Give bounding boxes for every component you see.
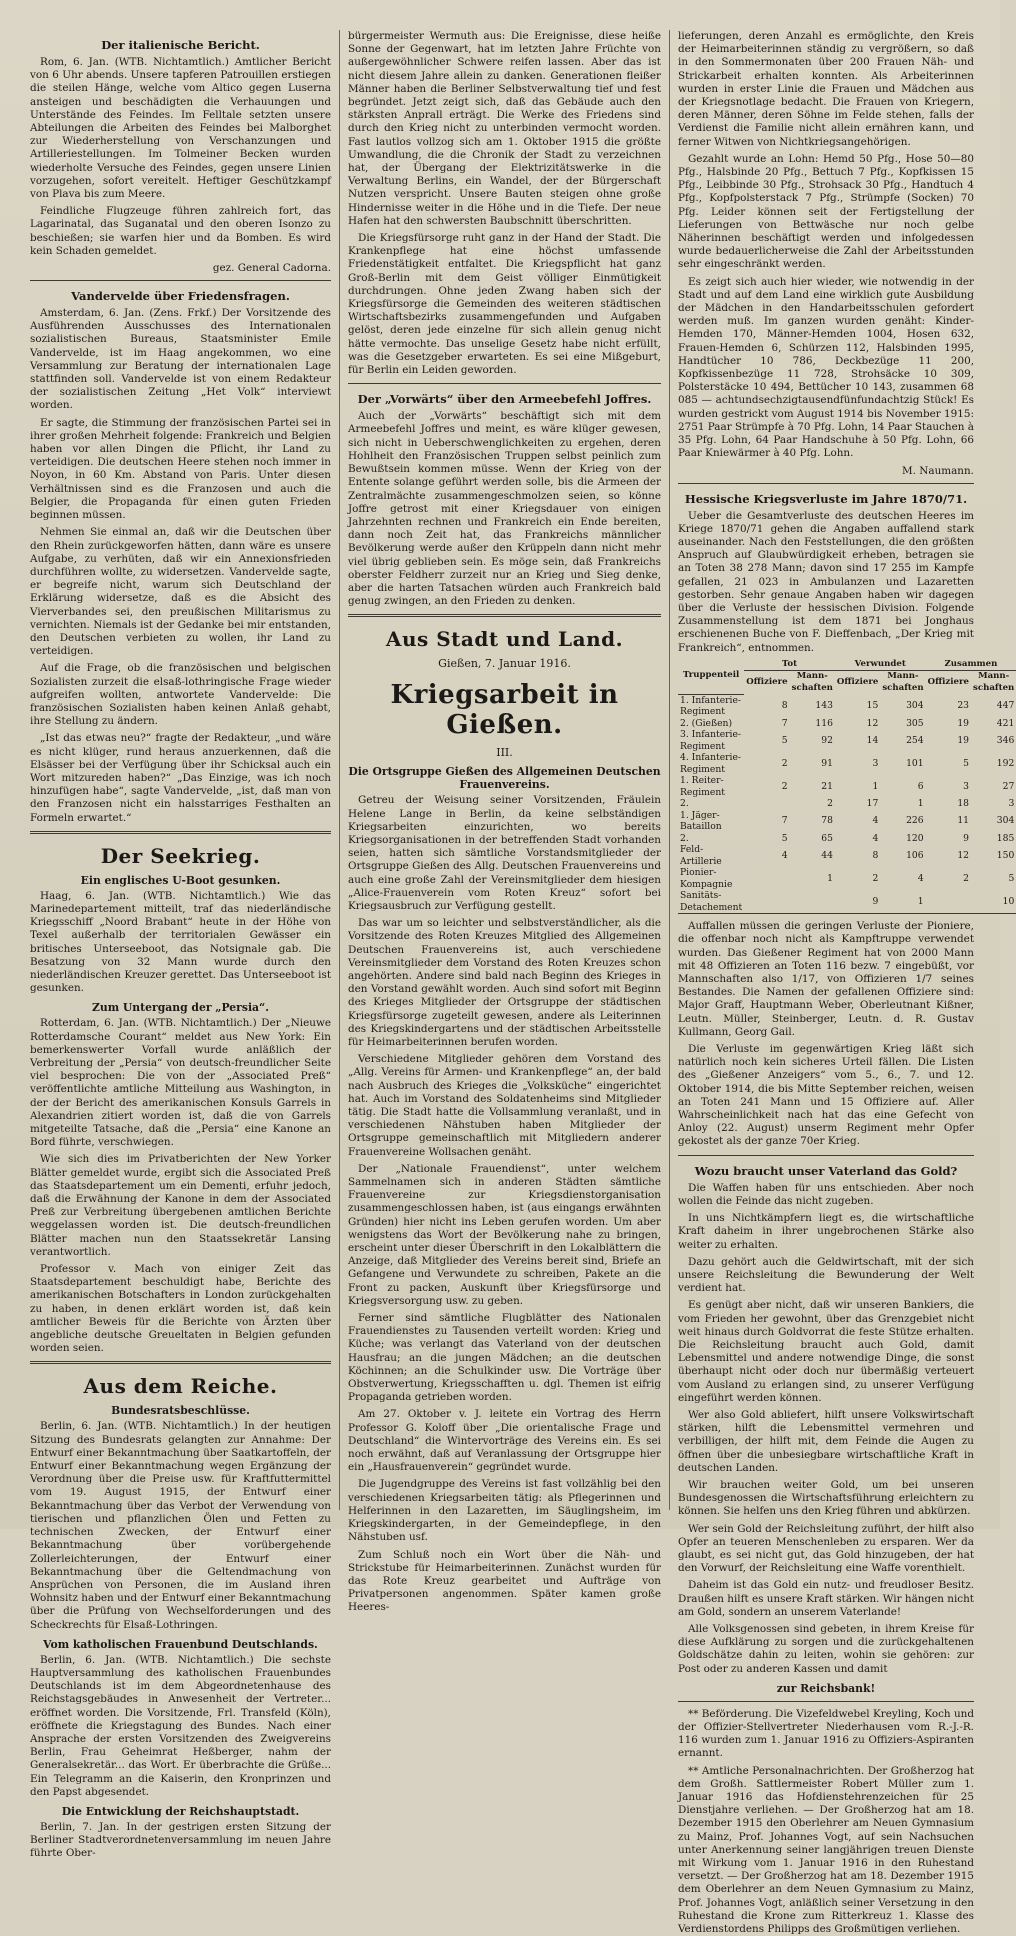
paragraph: Wer sein Gold der Reichsleitung zuführt, der hilft also Opfer an teueren Menschenleben zu ersparen. Wer da glaubt, es sei nicht gut, das Gold hinzugeben, der hat den Vorwurf, der Reichsleitung eine Waffe vorenthielt. bbox=[678, 1522, 974, 1575]
paragraph: bürgermeister Wermuth aus: Die Ereignisse, diese heiße Sonne der Gegenwart, hat im letzten Jahre Früchte von außergewöhnlicher Schwere reifen lassen. Aber das ist nicht diesem Jahre allein zu danken. Generationen fleißer Männer haben die Berliner Selbstverwaltung tief und fest begründet. Jetzt zeigt sich, daß das Gebäude auch den stärksten Anprall erträgt. Die Werke des Friedens sind durch den Krieg nicht zu unterbinden vermocht worden. Fast lautlos vollzog sich am 1. Oktober 1915 die größte Umwandlung, die die Chronik der Stadt zu verzeichnen hat, der Übergang der Elektrizitätswerke in die Verwaltung Berlins, ein Wandel, der der Bürgerschaft Nutzen verspricht. Unsere Bauten steigen ohne große Hindernisse weiter in die Höhe und in die Tiefe. Der neue Hafen hat den schwersten Baubschnitt überschritten. bbox=[348, 30, 661, 227]
table-body bbox=[678, 694, 1016, 914]
table-cell-value: 9 bbox=[963, 832, 970, 844]
notice: ** Amtliche Personalnachrichten. Der Großherzog hat dem Großh. Sattlermeister Robert Müller zum 1. Januar 1916 das Hofdienstehrenzeichen für 25 Dienstjahre verliehen. — Der Großherzog hat am 18. Dezember 1915 den Oberlehrer am Neuen Gymnasium zu Mainz, Prof. Johannes Vogt, auf sein Nachsuchen unter Anerkennung seiner langjährigen treuen Dienste mit Wirkung vom 1. Januar 1916 in den Ruhestand versetzt. — Der Großherzog hat am 18. Dezember 1915 dem Oberlehrer an dem Neuen Gymnasium zu Mainz, Prof. Johannes Vogt, anläßlich seiner Versetzung in den Ruhestand die Krone zum Ritterkreuz 1. Klasse des Verdienstordens Philipps des Großmütigen verliehen. bbox=[678, 1764, 974, 1936]
table-cell-value: 19 bbox=[957, 734, 970, 746]
table-row bbox=[678, 775, 1016, 798]
table-cell-unit: 2. (Gießen) bbox=[680, 717, 733, 729]
table-subheader: Offiziere bbox=[746, 676, 788, 687]
table-cell-value: 14 bbox=[866, 734, 879, 746]
table-subheader: Mann-schaften bbox=[973, 671, 1015, 693]
section-title-seekrieg: Der Seekrieg. bbox=[100, 843, 261, 868]
paragraph: Dazu gehört auch die Geldwirtschaft, mit der sich unsere Reichsleitung die Bewunderung der Welt verdient hat. bbox=[678, 1255, 974, 1295]
table-row bbox=[678, 752, 1016, 775]
paragraph: „Ist das etwas neu?“ fragte der Redakteur, „und wäre es nicht klüger, rund heraus anzuerkennen, daß die Elsässer bei der Verfügung über ihr Schicksal auch ein Wort mitzureden haben?“ „Das Einzige, was ich noch hinzufügen habe“, sagte Vandervelde, „ist, daß man von den Franzosen nicht ein halsstarriges Festhalten an Formeln erwartet.“ bbox=[30, 732, 331, 824]
table-cell-value: 106 bbox=[906, 849, 924, 861]
paragraph: Amsterdam, 6. Jan. (Zens. Frkf.) Der Vorsitzende des Ausführenden Ausschusses des Internationalen sozialistischen Bureaus, Staatsminister Emile Vandervelde, ist im Haag angekommen, wo eine Versammlung zur Beratung der internationalen Lage stattfinden soll. Vandervelde ist von einem Redakteur der sozialistischen Zeitung „Het Volk“ interviewt worden. bbox=[30, 307, 331, 412]
paragraph: Rom, 6. Jan. (WTB. Nichtamtlich.) Amtlicher Bericht von 6 Uhr abends. Unsere tapferen Patrouillen erstiegen die steilen Hänge, welche vom Altico gegen Luserna ansteigen und beschädigten die Verhauungen und Unterstände des Feindes. Im Felltale setzten unsere Abteilungen die Arbeiten des Feindes bei Malborghet zur Wiederherstellung von Verschanzungen und Artilleriestellungen. Im Tolmeiner Becken wurden wiederholte Versuche des Feindes, gegen unsere Linien vorzugehen, sofort vereitelt. Heftiger Geschützkampf von Plava bis zum Meere. bbox=[30, 56, 331, 201]
table-cell-value: 101 bbox=[906, 757, 924, 769]
article-title-gold: Wozu braucht unser Vaterland das Gold? bbox=[694, 1163, 958, 1178]
losses-table bbox=[678, 659, 1016, 915]
paragraph: Das war um so leichter und selbstverständlicher, als die Vorsitzende des Roten Kreuzes Mitglied des Allgemeinen Deutschen Frauenvereins ist, auch verschiedene Vereinsmitglieder dem Vorstand des Roten Kreuzes schon angehörten. Andere sind bald nach Beginn des Krieges in den Vorstand gewählt worden. Auch sind sofort mit Beginn des Krieges Mitglieder der Ortsgruppe der städtischen Kriegsfürsorge zugeteilt gewesen, andere als Leiterinnen des Kriegskindergartens und der städtischen Arbeitsstelle für Heimarbeiterinnen berufen worden. bbox=[348, 917, 661, 1048]
table-cell-value: 91 bbox=[821, 757, 833, 769]
paragraph: Berlin, 6. Jan. (WTB. Nichtamtlich.) In der heutigen Sitzung des Bundesrats gelangten zur Annahme: Der Entwurf einer Bekanntmachung über Saatkartoffeln, der Entwurf einer Bekanntmachung wegen Ergänzung der Verordnung über die Preise usw. für Kraftfuttermittel vom 19. August 1915, der Entwurf einer Bekanntmachung über das Verbot der Verwendung von tierischen und pflanzlichen Ölen und Fetten zu technischen Zwecken, der Entwurf einer Bekanntmachung über vorübergehende Zollerleichterungen, der Entwurf einer Bekanntmachung über die Geltendmachung von Ansprüchen von Personen, die im Ausland ihren Wohnsitz haben und der Entwurf einer Bekanntmachung über die Prüfung von Wechselforderungen und des Scheckrechts für Elsaß-Lothringen. bbox=[30, 1420, 331, 1631]
article-title-hauptstadt: Die Entwicklung der Reichshauptstadt. bbox=[61, 1804, 300, 1818]
table-cell-value bbox=[790, 890, 835, 914]
section-title-reich: Aus dem Reiche. bbox=[83, 1374, 278, 1399]
paragraph: Auch der „Vorwärts“ beschäftigt sich mit dem Armeebefehl Joffres und meint, es wäre klüger gewesen, sich nicht in Ueberschwenglichkeiten zu ergehen, deren Hohlheit den Französischen Truppen selbst peinlich zum Bewußtsein kommen müsse. Wenn der Krieg von der Entente solange geführt werden solle, bis die Armeen der Zentralmächte zusammengeschmolzen seien, so könne Joffre getrost mit einer Kriegsdauer von einigen Jahrzehnten rechnen und Frankreich ein Ende bereiten, dann noch Zeit hat, das Frankreichs männlicher Bevölkerung werde außer den Krüppeln dann nicht mehr viel übrig geblieben sein. Es möge sein, daß Frankreichs oberster Feldherr zurzeit nur an Krieg und Sieg denke, aber die harten Tatsachen würden auch Frankreich bald genug zwingen, an den Frieden zu denken. bbox=[348, 410, 661, 608]
table-cell-value bbox=[744, 798, 789, 810]
table-cell-value: 4 bbox=[917, 872, 924, 884]
table-cell-unit: Feld-Artillerie bbox=[680, 844, 722, 867]
table-cell-value: 3 bbox=[872, 757, 879, 769]
table-subheader: Offiziere bbox=[927, 676, 970, 687]
paragraph: Gezahlt wurde an Lohn: Hemd 50 Pfg., Hose 50—80 Pfg., Halsbinde 20 Pfg., Bettuch 7 Pfg., Kopfkissen 15 Pfg., Leibbinde 30 Pfg., Strohsack 30 Pfg., Handtuch 4 Pfg., Kopfpolsterstack 7 Pfg., Strümpfe (Socken) 70 Pfg. Leider können seit der Fertigstellung der Lieferungen von Bettwäsche nur noch gelbe Näherinnen beschäftigt werden und infolgedessen wurde bedauerlicherweise die Zahl der Arbeitsstunden sehr eingeschränkt werden. bbox=[678, 152, 974, 271]
table-cell-value: 17 bbox=[866, 798, 879, 810]
table-cell-value: 1 bbox=[917, 798, 924, 810]
gold-closing-line: zur Reichsbank! bbox=[776, 1681, 876, 1695]
paragraph: Ferner sind sämtliche Flugblätter des Nationalen Frauendienstes zu Tausenden verteilt worden: Krieg und Küche; was verlangt das Vaterland von der deutschen Hausfrau; an die jungen Mädchen; an die deutschen Köchinnen; an die Schulkinder usw. Die Vorträge über Obstverwertung, Kriegsschafften u. dgl. Themen ist eifrig Propaganda getrieben worden. bbox=[348, 1312, 661, 1404]
paragraph: Zum Schluß noch ein Wort über die Näh- und Strickstube für Heimarbeiterinnen. Zunächst wurden für das Rote Kreuz gearbeitet und Aufträge von Privatpersonen angenommen. Später kamen große Heeres- bbox=[348, 1548, 661, 1614]
paragraph: Feindliche Flugzeuge führen zahlreich fort, das Lagarinatal, das Suganatal und den oberen Isonzo zu beschießen; sie warfen hier und da Bomben. Es wird kein Schaden gemeldet. bbox=[30, 205, 331, 257]
section-title-stadt: Aus Stadt und Land. bbox=[385, 627, 624, 652]
table-cell-value: 6 bbox=[917, 780, 924, 792]
table-cell-value: 12 bbox=[866, 717, 879, 729]
table-cell-value: 120 bbox=[906, 832, 924, 844]
table-cell-value bbox=[926, 890, 971, 914]
table-cell-value: 8 bbox=[872, 849, 879, 861]
table-cell-value: 2 bbox=[827, 798, 833, 810]
table-cell-value: 304 bbox=[906, 700, 924, 712]
paragraph: Die Waffen haben für uns entschieden. Aber noch wollen die Feinde das nicht zugeben. bbox=[678, 1181, 974, 1207]
article-title-vorwaerts: Der „Vorwärts“ über den Armeebefehl Joffres. bbox=[357, 392, 652, 407]
dateline: Gießen, 7. Januar 1916. bbox=[438, 657, 571, 671]
table-cell-value: 192 bbox=[996, 757, 1015, 769]
table-cell-value: 4 bbox=[872, 815, 879, 827]
table-cell-value bbox=[744, 890, 789, 914]
table-cell-value: 7 bbox=[781, 717, 788, 729]
table-cell-value: 23 bbox=[957, 700, 970, 712]
paragraph: Er sagte, die Stimmung der französischen Partei sei in ihrer großen Mehrheit folgende: Frankreich und Belgien haben vor allen Dingen die Pflicht, ihr Land zu verteidigen. Die deutschen Heere stehen noch immer in Noyon, in 60 Km. Abstand von Paris. Unter diesen Verhältnissen sind es die Franzosen und auch die Belgier, die Propaganda für einen guten Frieden beginnen müssen. bbox=[30, 416, 331, 522]
paragraph: Verschiedene Mitglieder gehören dem Vorstand des „Allg. Vereins für Armen- und Krankenpflege“ an, der bald nach Ausbruch des Krieges die „Volksküche“ eingerichtet hat. Auch im Vorstand des Soldatenheims sind Mitglieder tätig. Die Stadt hatte die Vollsammlung veranlaßt, und in verschiedenen Nähstuben haben Mitglieder der Ortsgruppe gemeinschaftlich mit Mitgliedern anderer Frauenvereine Wollsachen genäht. bbox=[348, 1053, 661, 1158]
table-cell-unit: 3. Infanterie-Regiment bbox=[680, 729, 742, 752]
divider bbox=[678, 1155, 974, 1156]
table-cell-value: 304 bbox=[996, 815, 1015, 827]
article-title-vandervelde: Vandervelde über Friedensfragen. bbox=[71, 289, 290, 304]
divider bbox=[678, 1701, 974, 1702]
table-cell-value: 254 bbox=[906, 734, 924, 746]
table-cell-value: 1 bbox=[827, 872, 833, 884]
table-header-verwundet: Verwundet bbox=[835, 659, 926, 671]
table-cell-value: 12 bbox=[957, 849, 970, 861]
paragraph: Getreu der Weisung seiner Vorsitzenden, Fräulein Helene Lange in Berlin, da keine selbständigen Kriegsarbeiten einzurichten, wo bereits Kriegsorganisationen in der betreffenden Stadt vorhanden seien, hatten sich sämtliche Vorstandsmitglieder der Ortsgruppe Gießen des Allg. Deutschen Frauenvereins und auch eine große Zahl der Vereinsmitglieder dem hiesigen „Alice-Frauenverein vom Roten Kreuz“ sofort bei Kriegsausbruch zur Verfügung gestellt. bbox=[348, 794, 661, 912]
table-row bbox=[678, 867, 1016, 890]
paragraph: Es zeigt sich auch hier wieder, wie notwendig in der Stadt und auf dem Land eine wirklich gute Ausbildung der Mädchen in den Handarbeitsschulen gefordert werden muß. Im ganzen wurden genäht: Kinder-Hemden 170, Männer-Hemden 1004, Hosen 632, Frauen-Hemden 6, Schürzen 112, Halsbinden 1995, Handtücher 10 786, Deckbezüge 11 200, Kopfkissenbezüge 11 728, Strohsäcke 10 309, Polsterstäcke 10 494, Bettücher 10 143, zusammen 68 085 — achtundsechzigtausendfünfundachtzig Stück! Es wurden gestrickt vom August 1914 bis November 1915: 2751 Paar Strümpfe à 70 Pfg. Lohn, 14 Paar Stauchen à 35 Pfg. Lohn, 64 Paar Handschuhe à 50 Pfg. Lohn, 66 Paar Kniewärmer à 40 Pfg. Lohn. bbox=[678, 275, 974, 460]
table-cell-value: 346 bbox=[996, 734, 1015, 746]
paragraph: Auf die Frage, ob die französischen und belgischen Sozialisten zurzeit die elsaß-lothringische Frage wieder aufgreifen wollten, antwortete Vandervelde: Die französischen Sozialisten haben keinen Anlaß gehabt, ihre Stellung zu ändern. bbox=[30, 662, 331, 728]
article-title-persia: Zum Untergang der „Persia“. bbox=[91, 1001, 270, 1015]
table-cell-value: 8 bbox=[781, 700, 788, 712]
paragraph: lieferungen, deren Anzahl es ermöglichte, den Kreis der Heimarbeiterinnen ständig zu vergrößern, so daß in den Sommermonaten über 200 Frauen Näh- und Strickarbeit erhalten konnten. Als Arbeiterinnen wurden in erster Linie die Frauen und Mädchen aus der Kriegsnotlage bedacht. Die Frauen von Kriegern, deren Männer, deren Söhne im Felde stehen, falls der Verdienst die Familie nicht allein ernähren kann, und ferner Witwen von Nichtkriegsangehörigen. bbox=[678, 30, 974, 148]
paragraph: Am 27. Oktober v. J. leitete ein Vortrag des Herrn Professor G. Koloff über „Die orientalische Frage und Deutschland“ die Wintervorträge des Vereins ein. Es sei noch erwähnt, daß auf Veranlassung der Ortsgruppe hier ein „Hausfrauenverein“ gegründet wurde. bbox=[348, 1408, 661, 1474]
divider bbox=[348, 383, 661, 384]
table-cell-unit: 2. bbox=[680, 832, 689, 844]
table-cell-value: 3 bbox=[1008, 798, 1015, 810]
table-header-tot: Tot bbox=[744, 659, 835, 671]
table-cell-value: 5 bbox=[1008, 872, 1015, 884]
table-header-unit: Truppenteil bbox=[678, 659, 744, 695]
table-cell-value: 18 bbox=[957, 798, 970, 810]
column-2 bbox=[340, 30, 670, 1614]
paragraph: Die Verluste im gegenwärtigen Krieg läßt sich natürlich noch kein sicheres Urteil fällen. Die Listen des „Gießener Anzeigers“ vom 5., 6., 7. und 12. Oktober 1914, die bis Mitte September reichen, weisen an Toten 241 Mann und 15 Offiziere auf. Aller Wahrscheinlichkeit nach hat das eine Gefecht von Anloy (22. August) unserm Regiment mehr Opfer gekostet als der ganze 70er Krieg. bbox=[678, 1043, 974, 1148]
table-cell-value: 2 bbox=[781, 757, 788, 769]
table-cell-value: 185 bbox=[996, 832, 1015, 844]
notice: ** Beförderung. Die Vizefeldwebel Kreyling, Koch und der Offizier-Stellvertreter Niederhausen vom R.-J.-R. 116 wurden zum 1. Januar 1916 zu Offiziers-Aspiranten ernannt. bbox=[678, 1707, 974, 1760]
table-row bbox=[678, 718, 1016, 730]
table-cell-value: 44 bbox=[821, 849, 833, 861]
article-title-italian: Der italienische Bericht. bbox=[101, 38, 260, 52]
table-cell-value: 19 bbox=[957, 717, 970, 729]
table-cell-value: 27 bbox=[1002, 780, 1015, 792]
article-subtitle-ortsgruppe: Die Ortsgruppe Gießen des Allgemeinen Deutschen Frauenvereins. bbox=[348, 765, 661, 792]
table-cell-value: 4 bbox=[872, 832, 879, 844]
table-cell-unit: 1. Reiter-Regiment bbox=[680, 775, 725, 798]
table-header-zusammen: Zusammen bbox=[926, 659, 1016, 671]
paragraph: Wir brauchen weiter Gold, um bei unseren Bundesgenossen die Wirtschaftsführung erleichtern zu können. Sie helfen uns den Krieg führen und abkürzen. bbox=[678, 1478, 974, 1518]
table-cell-unit: 2. bbox=[680, 798, 689, 810]
table-cell-unit: 1. Infanterie-Regiment bbox=[680, 694, 742, 718]
article-title-uboot: Ein englisches U-Boot gesunken. bbox=[80, 873, 281, 887]
article-title-bundesrat: Bundesratsbeschlüsse. bbox=[111, 1404, 250, 1418]
article-title-frauenbund: Vom katholischen Frauenbund Deutschlands. bbox=[43, 1637, 318, 1651]
table-cell-value: 92 bbox=[821, 734, 833, 746]
columns bbox=[22, 30, 1015, 1936]
divider bbox=[30, 280, 331, 281]
part-number: III. bbox=[496, 746, 513, 760]
table-cell-value: 11 bbox=[957, 815, 970, 827]
paragraph: Auffallen müssen die geringen Verluste der Pioniere, die offenbar noch nicht als Kampftruppe verwendet wurden. Das Gießener Regiment hat von 2000 Mann mit 48 Offizieren an Toten 116 bezw. 7 eingebüßt, vor Mannschaften also 1/17, von Offizieren 1/7 seines Bestandes. Die Namen der gefallenen Offiziere sind: Major Graff, Hauptmann Weber, Oberleutnant Kißner, Leutn. Müller, Steinberger, Leutn. d. R. Gustav Kullmann, Georg Gail. bbox=[678, 920, 974, 1038]
table-row bbox=[678, 798, 1016, 810]
table-row bbox=[678, 810, 1016, 833]
table-cell-value: 4 bbox=[781, 849, 788, 861]
table-subheader: Mann-schaften bbox=[791, 671, 833, 693]
table-subheader: Offiziere bbox=[836, 676, 879, 687]
table-cell-value: 1 bbox=[880, 890, 925, 914]
table-cell-value: 15 bbox=[866, 700, 879, 712]
paragraph: Alle Volksgenossen sind gebeten, in ihrem Kreise für diese Aufklärung zu sorgen und die zurückgehaltenen Goldschätze dahin zu leiten, wohin sie gehören: zur Post oder zu anderen Kassen und damit bbox=[678, 1622, 974, 1675]
table-cell-value: 447 bbox=[996, 700, 1015, 712]
table-row bbox=[678, 844, 1016, 867]
table-cell-value: 3 bbox=[963, 780, 970, 792]
table-cell-value: 5 bbox=[781, 734, 788, 746]
table-cell-value: 2 bbox=[781, 780, 788, 792]
table-cell-value: 226 bbox=[906, 815, 924, 827]
paragraph: Die Jugendgruppe des Vereins ist fast vollzählig bei den verschiedenen Kriegsarbeiten tätig: als Pflegerinnen und Helferinnen in den Lazaretten, im Säuglingsheim, im Kriegskindergarten, in der Gemeindepflege, in den Nähstuben usf. bbox=[348, 1478, 661, 1544]
table-row bbox=[678, 729, 1016, 752]
paragraph: Professor v. Mach von einiger Zeit das Staatsdepartement beschuldigt habe, Berichte des amerikanischen Botschafters in London zurückgehalten zu haben, in denen erklärt worden ist, daß kein amtlicher Beweis für die Berichte von Ärzten über angebliche deutsche Greueltaten in Belgien gefunden worden seien. bbox=[30, 1263, 331, 1355]
signature: gez. General Cadorna. bbox=[212, 262, 331, 275]
table-cell-value: 150 bbox=[996, 849, 1015, 861]
paragraph: Berlin, 6. Jan. (WTB. Nichtamtlich.) Die sechste Hauptversammlung des katholischen Frauenbundes Deutschlands ist im dem Abgeordnetenhause des Reichstagsgebäudes in Anwesenheit der Vertreter... eröffnet worden. Die Vorsitzende, Frl. Transfeld (Köln), eröffnete die Kriegstagung des Bundes. Nach einer Ansprache der ersten Vorsitzenden des Zweigvereins Berlin, Frau Geheimrat Heßberger, nahm der Generalsekretär... das Wort. Er überbrachte die Grüße... Ein Telegramm an die Kaiserin, den Kronprinzen und den Papst abgesendet. bbox=[30, 1653, 331, 1798]
table-cell-value: 65 bbox=[821, 832, 833, 844]
table-cell-value: 21 bbox=[821, 780, 833, 792]
table-cell-unit: Sanitäts-Detachement bbox=[680, 890, 743, 913]
table-row bbox=[678, 833, 1016, 845]
table-cell-value: 1 bbox=[872, 780, 879, 792]
paragraph: Wer also Gold abliefert, hilft unsere Volkswirtschaft stärken, hilft die Lebensmittel vermehren und verbilligen, der hilft mit, dem Feinde die Augen zu öffnen über die unbesiegbare wirtschaftliche Kraft in deutschen Landen. bbox=[678, 1408, 974, 1474]
paragraph: Daheim ist das Gold ein nutz- und freudloser Besitz. Draußen hilft es unsere Kraft stärken. Wir hängen nicht am Gold, sondern an unserem Vaterlande! bbox=[678, 1579, 974, 1618]
article-title-kriegsarbeit: Kriegsarbeit in Gießen. bbox=[390, 680, 619, 741]
divider bbox=[678, 483, 974, 484]
table-cell-value: 421 bbox=[996, 717, 1015, 729]
table-row bbox=[678, 890, 1016, 914]
table-cell-unit: Pionier-Kompagnie bbox=[680, 867, 733, 890]
paragraph: Nehmen Sie einmal an, daß wir die Deutschen über den Rhein zurückgeworfen hätten, dann wäre es unsere Aufgabe, zu verhüten, daß wir ein Annexionsfrieden durchführen wollte, zu widersetzen. Vandervelde sagte, er begreife nicht, warum sich Deutschland der Erklärung widersetze, daß es die Absicht des Vierverbandes sei, den preußischen Militarismus zu vernichten. Niemals ist der Gedanke bei mir entstanden, den Deutschen verbieten zu wollen, ihr Land zu verteidigen. bbox=[30, 526, 331, 658]
table-cell-value: 143 bbox=[815, 700, 833, 712]
table-subheader: Mann-schaften bbox=[882, 671, 924, 693]
paragraph: Die Kriegsfürsorge ruht ganz in der Hand der Stadt. Die Krankenpflege hat eine höchst umfassende Friedenstätigkeit entfaltet. Die Kriegspflicht hat ganz Groß-Berlin mit dem Geist völliger Einmütigkeit durchdrungen. Ohne jeden Zwang haben sich der Kriegsfürsorge die Gemeinden des weiteren städtischen Wirtschaftsbezirks zusammengefunden und Aufgaben gelöst, deren jede einzelne für sich allein genug nicht hätte vermochte. Das unselige Gesetz habe nicht erfüllt, was die Gesetzgeber erwarteten. Es sei eine Mißgeburt, für Berlin ein Leiden geworden. bbox=[348, 232, 661, 377]
table-cell-value: 78 bbox=[821, 815, 833, 827]
paragraph: In uns Nichtkämpfern liegt es, die wirtschaftliche Kraft daheim in ihrer ungebrochenen Stärke also weiter zu erhalten. bbox=[678, 1212, 974, 1251]
column-3 bbox=[670, 30, 1015, 1936]
table-cell-value: 116 bbox=[815, 717, 833, 729]
paragraph: Haag, 6. Jan. (WTB. Nichtamtlich.) Wie das Marinedepartement mitteilt, traf das niederländische Kriegsschiff „Noord Brabant“ heute in der Höhe von Texel außerhalb der territorialen Gewässer ein britisches Unterseeboot, das Notsignale gab. Die Besatzung von 32 Mann wurde durch den niederländischen Kreuzer gerettet. Das Unterseeboot ist gesunken. bbox=[30, 889, 331, 995]
table-cell-value: 7 bbox=[781, 815, 788, 827]
divider bbox=[348, 614, 661, 617]
paragraph: Wie sich dies im Privatberichten der New Yorker Blätter gemeldet wurde, ergibt sich die Associated Preß das Staatsdepartement um ein Dementi, erfuhr jedoch, daß die Erwähnung der Kanone in dem der Associated Preß zur Verbreitung übergebenen amtlichen Berichte weggelassen worden ist. Die deutsch-freundlichen Blätter machen nun den Staatssekretär Lansing verantwortlich. bbox=[30, 1153, 331, 1258]
table-row bbox=[678, 694, 1016, 718]
table-cell-unit: 1. Jäger-Bataillon bbox=[680, 809, 722, 833]
table-cell-value: 5 bbox=[963, 757, 970, 769]
table-cell-value: 9 bbox=[835, 890, 880, 914]
table-cell-value: 10 bbox=[971, 890, 1016, 914]
paragraph: Es genügt aber nicht, daß wir unseren Bankiers, die vom Frieden her gewohnt, über das Grenzgebiet nicht weit hinaus durch Goldvorrat die feste Stütze erhalten. Die Reichsleitung braucht auch Gold, damit Lebensmittel und andere notwendige Dinge, die sonst überhaupt nicht oder doch nur übermäßig verteuert vom Ausland zu erlangen sind, zu unserer Verfügung eingeführt werden können. bbox=[678, 1299, 974, 1404]
article-title-verluste: Hessische Kriegsverluste im Jahre 1870/71. bbox=[684, 491, 968, 506]
paragraph: Rotterdam, 6. Jan. (WTB. Nichtamtlich.) Der „Nieuwe Rotterdamsche Courant“ meldet aus New York: Ein bemerkenswerter Vorfall wurde anläßlich der Verbreitung der „Persia“ von deutsch-freundlicher Seite viel besprochen: Die von der „Associated Preß“ veröffentlichte amtliche Mitteilung aus Washington, in der der Bericht des amerikanischen Konsuls Garrels in Alexandrien zitiert worden ist, daß die von Garrels mitgeteilte Tatsache, daß die „Persia“ eine Kanone an Bord führte, verschwiegen. bbox=[30, 1017, 331, 1149]
paragraph: Ueber die Gesamtverluste des deutschen Heeres im Kriege 1870/71 gehen die Angaben auffallend stark auseinander. Nach den Feststellungen, die den größten Anspruch auf Glaubwürdigkeit erheben, betragen sie an Toten 38 278 Mann; davon sind 17 255 im Kampfe gefallen, 21 023 in Ambulanzen und Lazaretten gestorben. Sehr genaue Angaben haben wir dagegen über die Verluste der hessischen Division. Folgende Zusammenstellung ist dem 1871 bei Jonghaus erschienenen Buche von F. Dieffenbach, „Der Krieg mit Frankreich“, entnommen. bbox=[678, 509, 974, 654]
divider bbox=[30, 831, 331, 834]
signature: M. Naumann. bbox=[902, 464, 974, 477]
column-1 bbox=[22, 30, 340, 1860]
paragraph: Berlin, 7. Jan. In der gestrigen ersten Sitzung der Berliner Stadtverordnetenversammlung im neuen Jahre führte Ober- bbox=[30, 1820, 331, 1860]
table-cell-unit: 4. Infanterie-Regiment bbox=[680, 752, 742, 775]
table-cell-value bbox=[744, 867, 789, 890]
table-cell-value: 305 bbox=[906, 717, 924, 729]
paragraph: Der „Nationale Frauendienst“, unter welchem Sammelnamen sich in anderen Städten sämtliche Frauenvereine zur Kriegsdienstorganisation zusammengeschlossen haben, ist (aus eingangs erwähnten Gründen) hier nicht ins Leben gerufen worden. Um aber wenigstens das Wort der Bevölkerung nahe zu bringen, erscheint unter dieser Überschrift in den Lokalblättern die Anzeige, daß Mitglieder des Vereins bereit sind, Briefe an Gefangene und Verwundete zu schreiben, Pakete an die Front zu packen, Auskunft über Kriegsfürsorge und Kriegsversorgung usw. zu geben. bbox=[348, 1162, 661, 1307]
divider bbox=[30, 1361, 331, 1364]
table-cell-value: 2 bbox=[963, 872, 970, 884]
table-cell-value: 2 bbox=[872, 872, 879, 884]
table-cell-value: 5 bbox=[781, 832, 788, 844]
